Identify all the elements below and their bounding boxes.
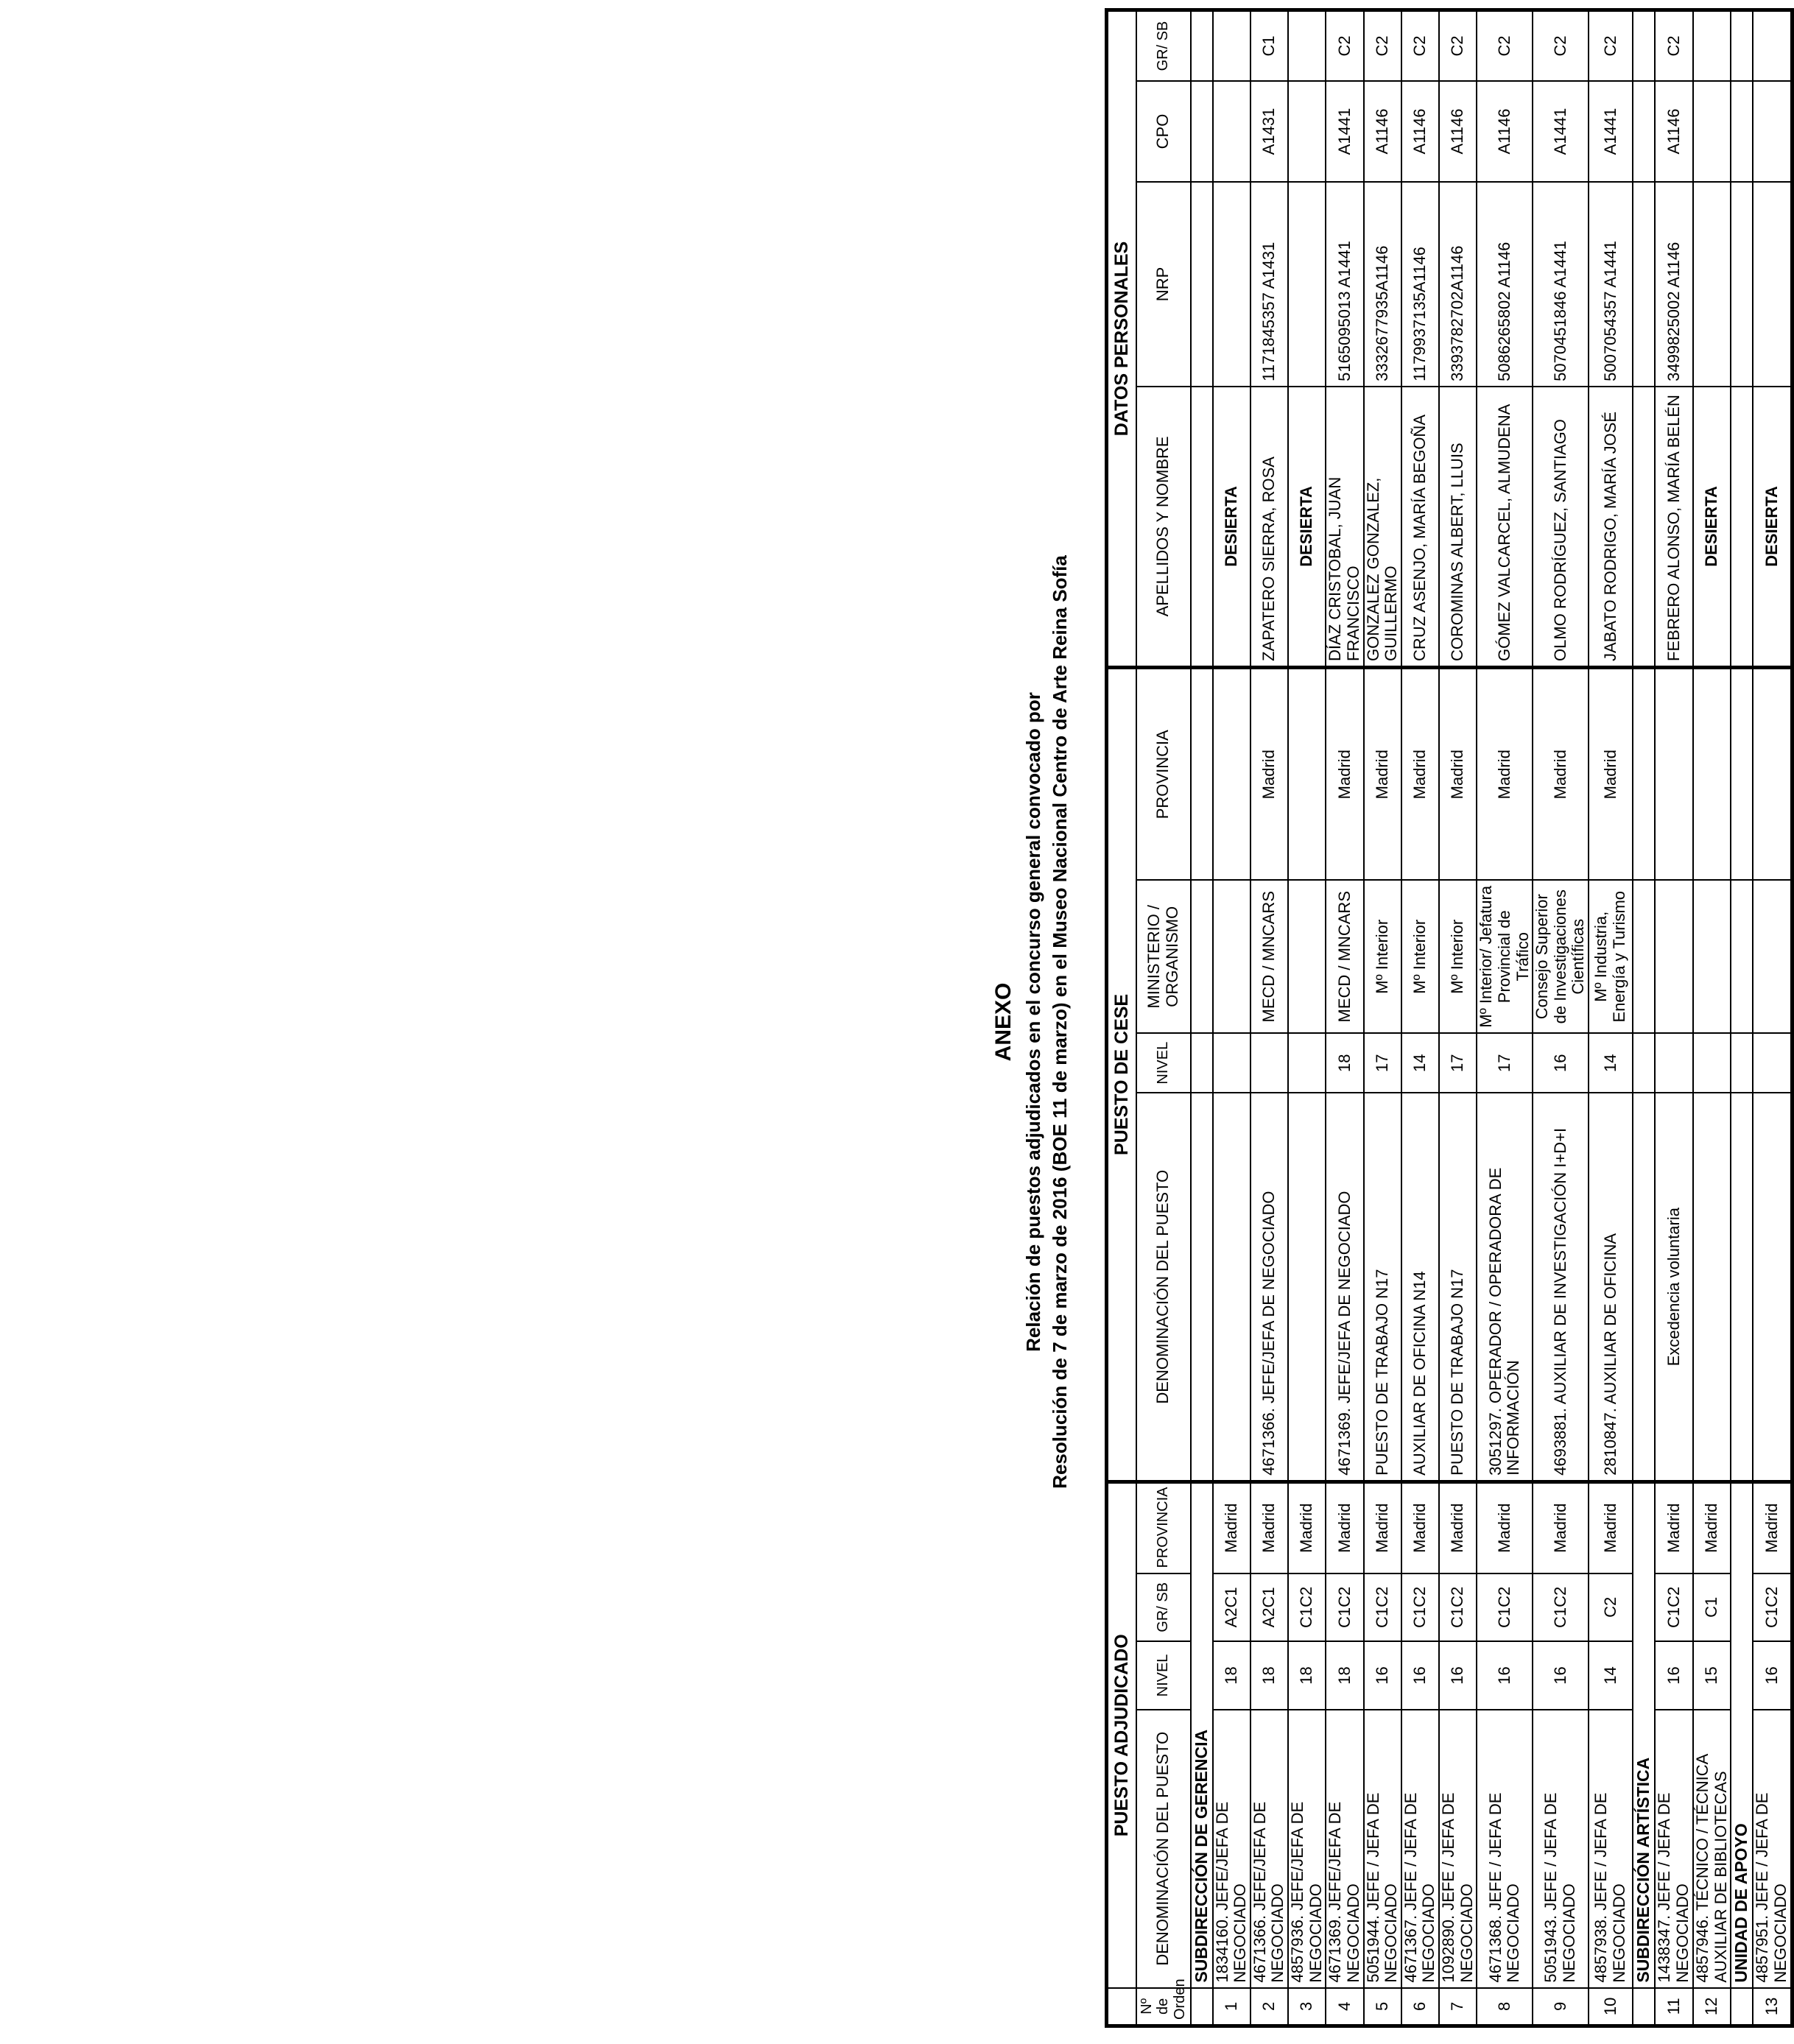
row-cese-denominacion: Excedencia voluntaria xyxy=(1655,1093,1693,1481)
section-empty-cell xyxy=(1731,182,1753,387)
row-cese-denominacion xyxy=(1213,1093,1250,1481)
row-provincia: Madrid xyxy=(1401,1481,1439,1573)
row-grsb: C1C2 xyxy=(1655,1573,1693,1642)
row-number: 7 xyxy=(1439,1988,1477,2026)
row-provincia: Madrid xyxy=(1753,1481,1792,1573)
col-header-grsb-personal: GR/ SB xyxy=(1136,10,1191,81)
row-grsb-personal: C2 xyxy=(1589,10,1633,81)
row-denominacion: 1438347. JEFE / JEFA DE NEGOCIADO xyxy=(1655,1710,1693,1988)
row-nivel: 16 xyxy=(1439,1641,1477,1710)
section-empty-cell xyxy=(1633,881,1655,1033)
row-nivel: 14 xyxy=(1589,1641,1633,1710)
section-empty-cell xyxy=(1633,10,1655,81)
section-empty-cell xyxy=(1633,387,1655,668)
row-nrp xyxy=(1213,182,1250,387)
row-cese-nivel xyxy=(1288,1033,1326,1093)
row-cese-provincia xyxy=(1693,667,1731,880)
row-cese-denominacion: 4693881. AUXILIAR DE INVESTIGACIÓN I+D+I xyxy=(1533,1093,1589,1481)
section-empty-cell xyxy=(1731,387,1753,668)
section-empty-cell xyxy=(1731,667,1753,880)
table-row xyxy=(1288,10,1326,2026)
col-header-cese-nivel: NIVEL xyxy=(1136,1033,1191,1093)
row-number: 1 xyxy=(1213,1988,1250,2026)
row-number: 13 xyxy=(1753,1988,1792,2026)
row-denominacion: 5051943. JEFE / JEFA DE NEGOCIADO xyxy=(1533,1710,1589,1988)
section-title: SUBDIRECCIÓN ARTÍSTICA xyxy=(1633,1481,1655,1987)
row-apellidos-nombre: OLMO RODRÍGUEZ, SANTIAGO xyxy=(1533,387,1589,668)
row-grsb-personal: C2 xyxy=(1364,10,1401,81)
row-nrp: 1171845357 A1431 xyxy=(1250,182,1288,387)
table-row xyxy=(1439,10,1477,2026)
row-cpo: A1146 xyxy=(1439,81,1477,182)
row-cese-nivel: 16 xyxy=(1533,1033,1589,1093)
section-empty-cell xyxy=(1731,1093,1753,1481)
document-title: ANEXO xyxy=(991,982,1016,1062)
row-denominacion: 4671369. JEFE/JEFA DE NEGOCIADO xyxy=(1326,1710,1363,1988)
row-grsb-personal: C2 xyxy=(1439,10,1477,81)
row-nivel: 16 xyxy=(1401,1641,1439,1710)
row-apellidos-nombre: CRUZ ASENJO, MARÍA BEGOÑA xyxy=(1401,387,1439,668)
table-row xyxy=(1250,10,1288,2026)
row-denominacion: 4857946. TÉCNICO / TÉCNICA AUXILIAR DE BIBLIOTECAS xyxy=(1693,1710,1731,1988)
row-cese-provincia xyxy=(1213,667,1250,880)
row-cese-provincia: Madrid xyxy=(1401,667,1439,880)
row-number: 3 xyxy=(1288,1988,1326,2026)
row-cese-provincia xyxy=(1655,667,1693,880)
section-spacer xyxy=(1731,1988,1753,2026)
row-cese-nivel: 17 xyxy=(1477,1033,1533,1093)
row-ministerio xyxy=(1288,881,1326,1033)
row-denominacion: 4671366. JEFE/JEFA DE NEGOCIADO xyxy=(1250,1710,1288,1988)
section-spacer xyxy=(1191,1988,1213,2026)
row-cpo xyxy=(1753,81,1792,182)
row-apellidos-nombre: JABATO RODRIGO, MARÍA JOSÉ xyxy=(1589,387,1633,668)
section-empty-cell xyxy=(1731,81,1753,182)
row-ministerio xyxy=(1655,881,1693,1033)
row-cese-nivel xyxy=(1655,1033,1693,1093)
row-nrp: 5070451846 A1441 xyxy=(1533,182,1589,387)
row-grsb: C1C2 xyxy=(1326,1573,1363,1642)
row-cese-nivel xyxy=(1250,1033,1288,1093)
row-number: 11 xyxy=(1655,1988,1693,2026)
table-row xyxy=(1326,10,1363,2026)
table-row xyxy=(1533,10,1589,2026)
row-grsb-personal xyxy=(1753,10,1792,81)
section-empty-cell xyxy=(1191,387,1213,668)
row-apellidos-nombre: ZAPATERO SIERRA, ROSA xyxy=(1250,387,1288,668)
section-empty-cell xyxy=(1731,10,1753,81)
row-nivel: 16 xyxy=(1364,1641,1401,1710)
row-cese-denominacion xyxy=(1753,1093,1792,1481)
row-cpo xyxy=(1693,81,1731,182)
row-cpo: A1146 xyxy=(1655,81,1693,182)
row-apellidos-nombre: GONZALEZ GONZALEZ, GUILLERMO xyxy=(1364,387,1401,668)
section-row xyxy=(1731,10,1753,2026)
row-grsb-personal: C2 xyxy=(1655,10,1693,81)
section-empty-cell xyxy=(1633,182,1655,387)
row-cese-provincia xyxy=(1288,667,1326,880)
row-provincia: Madrid xyxy=(1250,1481,1288,1573)
row-nivel: 18 xyxy=(1288,1641,1326,1710)
row-grsb: C1C2 xyxy=(1288,1573,1326,1642)
row-cese-denominacion: 4671366. JEFE/JEFA DE NEGOCIADO xyxy=(1250,1093,1288,1481)
row-provincia: Madrid xyxy=(1589,1481,1633,1573)
row-cese-nivel xyxy=(1693,1033,1731,1093)
row-nivel: 18 xyxy=(1326,1641,1363,1710)
row-grsb-personal xyxy=(1693,10,1731,81)
row-cpo xyxy=(1213,81,1250,182)
row-grsb: C1C2 xyxy=(1401,1573,1439,1642)
adjudication-table xyxy=(1105,8,1794,2028)
row-cese-provincia xyxy=(1753,667,1792,880)
row-nrp: 5165095013 A1441 xyxy=(1326,182,1363,387)
row-ministerio: MECD / MNCARS xyxy=(1326,881,1363,1033)
row-cese-nivel xyxy=(1213,1033,1250,1093)
table-body xyxy=(1191,10,1793,2026)
section-title: UNIDAD DE APOYO xyxy=(1731,1481,1753,1987)
row-cese-denominacion: 2810847. AUXILIAR DE OFICINA xyxy=(1589,1093,1633,1481)
row-nrp: 3332677935A1146 xyxy=(1364,182,1401,387)
table-row xyxy=(1477,10,1533,2026)
row-apellidos-nombre: FEBRERO ALONSO, MARÍA BELÉN xyxy=(1655,387,1693,668)
row-provincia: Madrid xyxy=(1288,1481,1326,1573)
row-nivel: 16 xyxy=(1477,1641,1533,1710)
row-cese-provincia: Madrid xyxy=(1533,667,1589,880)
row-cese-nivel: 17 xyxy=(1364,1033,1401,1093)
section-row xyxy=(1633,10,1655,2026)
row-denominacion: 4671367. JEFE / JEFA DE NEGOCIADO xyxy=(1401,1710,1439,1988)
row-nivel: 18 xyxy=(1213,1641,1250,1710)
row-provincia: Madrid xyxy=(1477,1481,1533,1573)
row-cese-nivel: 17 xyxy=(1439,1033,1477,1093)
section-empty-cell xyxy=(1191,81,1213,182)
section-empty-cell xyxy=(1731,881,1753,1033)
row-cese-provincia: Madrid xyxy=(1589,667,1633,880)
section-empty-cell xyxy=(1191,182,1213,387)
orden-header-spacer xyxy=(1107,1988,1136,2026)
row-cese-provincia: Madrid xyxy=(1477,667,1533,880)
row-denominacion: 4857938. JEFE / JEFA DE NEGOCIADO xyxy=(1589,1710,1633,1988)
row-cese-denominacion xyxy=(1288,1093,1326,1481)
row-nrp xyxy=(1693,182,1731,387)
col-header-ministerio: MINISTERIO / ORGANISMO xyxy=(1136,881,1191,1033)
row-denominacion: 5051944. JEFE / JEFA DE NEGOCIADO xyxy=(1364,1710,1401,1988)
row-cese-denominacion: PUESTO DE TRABAJO N17 xyxy=(1439,1093,1477,1481)
row-provincia: Madrid xyxy=(1364,1481,1401,1573)
row-grsb: A2C1 xyxy=(1213,1573,1250,1642)
row-ministerio xyxy=(1753,881,1792,1033)
row-ministerio: Mº Interior/ Jefatura Provincial de Tráfico xyxy=(1477,881,1533,1033)
row-cpo: A1146 xyxy=(1401,81,1439,182)
section-empty-cell xyxy=(1191,1093,1213,1481)
row-grsb-personal xyxy=(1213,10,1250,81)
table-row xyxy=(1655,10,1693,2026)
row-cpo: A1441 xyxy=(1326,81,1363,182)
col-header-cese-denominacion: DENOMINACIÓN DEL PUESTO xyxy=(1136,1093,1191,1481)
table-row xyxy=(1753,10,1792,2026)
row-cpo: A1441 xyxy=(1533,81,1589,182)
row-grsb: C1C2 xyxy=(1477,1573,1533,1642)
row-ministerio xyxy=(1213,881,1250,1033)
section-empty-cell xyxy=(1191,10,1213,81)
row-grsb: C1C2 xyxy=(1364,1573,1401,1642)
row-grsb-personal xyxy=(1288,10,1326,81)
col-header-provincia: PROVINCIA xyxy=(1136,1481,1191,1573)
row-cese-denominacion: AUXILIAR DE OFICINA N14 xyxy=(1401,1093,1439,1481)
row-ministerio: Mº Interior xyxy=(1364,881,1401,1033)
row-denominacion: 1834160. JEFE/JEFA DE NEGOCIADO xyxy=(1213,1710,1250,1988)
col-header-grsb: GR/ SB xyxy=(1136,1573,1191,1642)
row-grsb-personal: C2 xyxy=(1326,10,1363,81)
row-cese-provincia: Madrid xyxy=(1439,667,1477,880)
row-provincia: Madrid xyxy=(1655,1481,1693,1573)
col-header-orden: Nº de Orden xyxy=(1136,1988,1191,2026)
row-apellidos-nombre: DESIERTA xyxy=(1288,387,1326,668)
row-cese-provincia: Madrid xyxy=(1364,667,1401,880)
row-ministerio xyxy=(1693,881,1731,1033)
row-cpo xyxy=(1288,81,1326,182)
row-number: 4 xyxy=(1326,1988,1363,2026)
row-cese-denominacion: PUESTO DE TRABAJO N17 xyxy=(1364,1093,1401,1481)
row-apellidos-nombre: DÍAZ CRISTOBAL, JUAN FRANCISCO xyxy=(1326,387,1363,668)
row-cese-nivel: 14 xyxy=(1589,1033,1633,1093)
table-row xyxy=(1693,10,1731,2026)
row-provincia: Madrid xyxy=(1693,1481,1731,1573)
table-row xyxy=(1401,10,1439,2026)
row-cese-denominacion: 3051297. OPERADOR / OPERADORA DE INFORMACIÓN xyxy=(1477,1093,1533,1481)
row-denominacion: 4857936. JEFE/JEFA DE NEGOCIADO xyxy=(1288,1710,1326,1988)
row-nivel: 15 xyxy=(1693,1641,1731,1710)
document-subtitle-line-2: Resolución de 7 de marzo de 2016 (BOE 11 de marzo) en el Museo Nacional Centro de Arte Reina Sofía xyxy=(1049,555,1071,1489)
section-spacer xyxy=(1633,1988,1655,2026)
row-grsb: A2C1 xyxy=(1250,1573,1288,1642)
group-header-adjudicado: PUESTO ADJUDICADO xyxy=(1107,1481,1136,1987)
row-grsb: C1C2 xyxy=(1439,1573,1477,1642)
row-number: 8 xyxy=(1477,1988,1533,2026)
section-empty-cell xyxy=(1633,1093,1655,1481)
row-denominacion: 4857951. JEFE / JEFA DE NEGOCIADO xyxy=(1753,1710,1792,1988)
row-apellidos-nombre: GÓMEZ VALCARCEL, ALMUDENA xyxy=(1477,387,1533,668)
row-apellidos-nombre: COROMINAS ALBERT, LLUIS xyxy=(1439,387,1477,668)
col-header-cese-provincia: PROVINCIA xyxy=(1136,667,1191,880)
row-number: 12 xyxy=(1693,1988,1731,2026)
row-nrp: 3393782702A1146 xyxy=(1439,182,1477,387)
table-row xyxy=(1364,10,1401,2026)
row-nrp: 5007054357 A1441 xyxy=(1589,182,1633,387)
section-empty-cell xyxy=(1633,81,1655,182)
section-empty-cell xyxy=(1633,667,1655,880)
col-header-cpo: CPO xyxy=(1136,81,1191,182)
row-cpo: A1146 xyxy=(1477,81,1533,182)
row-cese-nivel: 14 xyxy=(1401,1033,1439,1093)
group-header-cese: PUESTO DE CESE xyxy=(1107,667,1136,1481)
row-provincia: Madrid xyxy=(1213,1481,1250,1573)
table-row xyxy=(1589,10,1633,2026)
row-grsb-personal: C1 xyxy=(1250,10,1288,81)
col-header-denominacion: DENOMINACIÓN DEL PUESTO xyxy=(1136,1710,1191,1988)
row-cpo: A1431 xyxy=(1250,81,1288,182)
row-ministerio: Mº Industria, Energía y Turismo xyxy=(1589,881,1633,1033)
row-nrp xyxy=(1753,182,1792,387)
row-ministerio: MECD / MNCARS xyxy=(1250,881,1288,1033)
row-nrp: 1179937135A1146 xyxy=(1401,182,1439,387)
section-empty-cell xyxy=(1191,1033,1213,1093)
row-denominacion: 4671368. JEFE / JEFA DE NEGOCIADO xyxy=(1477,1710,1533,1988)
row-apellidos-nombre: DESIERTA xyxy=(1213,387,1250,668)
row-number: 10 xyxy=(1589,1988,1633,2026)
table-row xyxy=(1213,10,1250,2026)
row-provincia: Madrid xyxy=(1439,1481,1477,1573)
row-grsb: C1C2 xyxy=(1753,1573,1792,1642)
row-grsb-personal: C2 xyxy=(1533,10,1589,81)
col-header-nrp: NRP xyxy=(1136,182,1191,387)
row-cese-provincia: Madrid xyxy=(1326,667,1363,880)
row-denominacion: 1092890. JEFE / JEFA DE NEGOCIADO xyxy=(1439,1710,1477,1988)
col-header-nivel: NIVEL xyxy=(1136,1641,1191,1710)
row-grsb-personal: C2 xyxy=(1477,10,1533,81)
section-row xyxy=(1191,10,1213,2026)
row-ministerio: Mº Interior xyxy=(1401,881,1439,1033)
row-cese-denominacion xyxy=(1693,1093,1731,1481)
col-header-apellidos: APELLIDOS Y NOMBRE xyxy=(1136,387,1191,668)
section-empty-cell xyxy=(1731,1033,1753,1093)
row-nrp: 5086265802 A1146 xyxy=(1477,182,1533,387)
row-cese-nivel xyxy=(1753,1033,1792,1093)
section-empty-cell xyxy=(1191,667,1213,880)
row-grsb: C2 xyxy=(1589,1573,1633,1642)
row-number: 6 xyxy=(1401,1988,1439,2026)
row-provincia: Madrid xyxy=(1326,1481,1363,1573)
group-header-personales: DATOS PERSONALES xyxy=(1107,10,1136,668)
row-ministerio: Consejo Superior de Investigaciones Científicas xyxy=(1533,881,1589,1033)
row-cese-denominacion: 4671369. JEFE/JEFA DE NEGOCIADO xyxy=(1326,1093,1363,1481)
row-provincia: Madrid xyxy=(1533,1481,1589,1573)
row-nrp xyxy=(1288,182,1326,387)
section-empty-cell xyxy=(1191,881,1213,1033)
section-empty-cell xyxy=(1633,1033,1655,1093)
row-grsb: C1C2 xyxy=(1533,1573,1589,1642)
row-nivel: 18 xyxy=(1250,1641,1288,1710)
row-number: 5 xyxy=(1364,1988,1401,2026)
row-apellidos-nombre: DESIERTA xyxy=(1753,387,1792,668)
row-number: 9 xyxy=(1533,1988,1589,2026)
row-grsb: C1 xyxy=(1693,1573,1731,1642)
row-cese-provincia: Madrid xyxy=(1250,667,1288,880)
row-ministerio: Mº Interior xyxy=(1439,881,1477,1033)
row-apellidos-nombre: DESIERTA xyxy=(1693,387,1731,668)
row-nrp: 3499825002 A1146 xyxy=(1655,182,1693,387)
row-nivel: 16 xyxy=(1533,1641,1589,1710)
row-cpo: A1146 xyxy=(1364,81,1401,182)
row-nivel: 16 xyxy=(1655,1641,1693,1710)
row-cpo: A1441 xyxy=(1589,81,1633,182)
document-subtitle-line-1: Relación de puestos adjudicados en el concurso general convocado por xyxy=(1022,692,1044,1352)
row-number: 2 xyxy=(1250,1988,1288,2026)
row-grsb-personal: C2 xyxy=(1401,10,1439,81)
row-nivel: 16 xyxy=(1753,1641,1792,1710)
row-cese-nivel: 18 xyxy=(1326,1033,1363,1093)
section-title: SUBDIRECCIÓN DE GERENCIA xyxy=(1191,1481,1213,1987)
